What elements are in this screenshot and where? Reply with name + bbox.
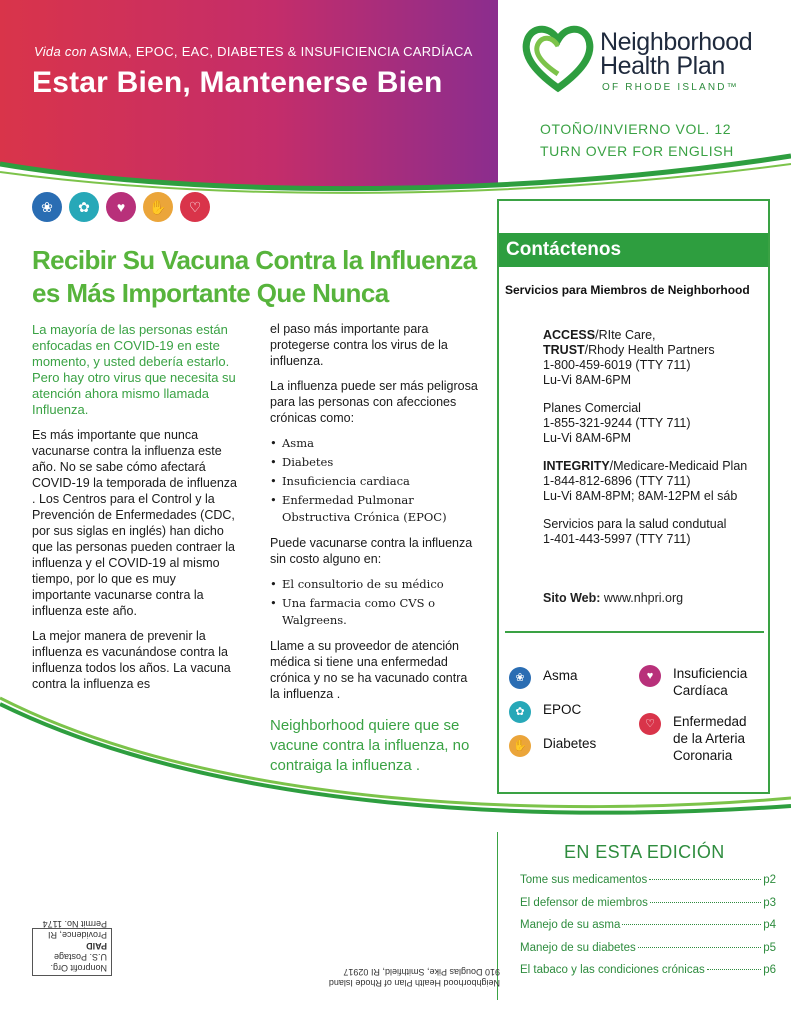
pull-quote: Neighborhood quiere que se vacune contra la influenza, no contraiga la influenza . [270,717,470,774]
behavioral-block [543,517,763,547]
heart-outline-icon: ♡ [180,192,210,222]
toc-leader [638,947,761,948]
toc-list [520,874,776,987]
toc-item[interactable] [520,874,776,897]
toc-item-page: p2 [763,874,776,886]
trust-label: TRUST [543,343,585,357]
commercial-hours: Lu-Vi 8AM-6PM [543,431,631,445]
access-hours: Lu-Vi 8AM-6PM [543,373,631,387]
toc-item-label: Manejo de su asma [520,919,621,931]
integrity-hours: Lu-Vi 8AM-8PM; 8AM-12PM el sáb [543,489,738,503]
contact-subtitle: Servicios para Miembros de Neighborhood [505,283,750,297]
toc-item-label: Manejo de su diabetes [520,941,636,954]
toc-leader [650,902,761,903]
logo-line-1: Neighborhood [600,28,753,56]
series-italic: Vida con [34,44,87,59]
toc-item-page: p3 [763,896,776,909]
toc-title: EN ESTA EDICIÓN [564,842,725,862]
list-item: • El consultorio de su médico [270,576,480,593]
turn-over-note: TURN OVER FOR ENGLISH [540,143,734,159]
list-item: • Asma [270,435,480,452]
toc-item-page: p4 [763,919,776,931]
behavioral-phone[interactable]: 1-401-443-5997 (TTY 711) [543,532,691,546]
article-paragraph-2: La mejor manera de prevenir la influenza es vacunándose contra la influenza todos los años. La vacuna contra la influenza es [32,629,231,691]
legend-item-diabetes [509,735,596,757]
legend-label: Enfermedad de la Arteria Coronaria [673,714,747,763]
contact-box [497,199,770,794]
list-item: • Una farmacia como CVS o Walgreens. [270,595,480,629]
heart-icon: ♥ [106,192,136,222]
copd-lungs-icon: ✿ [69,192,99,222]
toc-item[interactable] [520,942,776,965]
toc-item-label: El defensor de miembros [520,896,648,909]
condition-legend [509,661,764,781]
logo-heart-icon [520,22,596,94]
access-trust-block [543,328,763,388]
website-link[interactable]: www.nhpri.org [603,591,684,605]
article-paragraph-3: el paso más importante para protegerse contra los virus de la influenza. [270,322,448,368]
article-paragraph-5: Puede vacunarse contra la influenza sin costo alguno en: [270,536,473,566]
postal-line: PAID [86,941,107,951]
trust-plan: /Rhody Health Partners [584,343,715,357]
toc-item-page: p6 [763,964,776,976]
newsletter-title: Estar Bien, Mantenerse Bien [32,66,443,99]
contact-details [543,328,763,560]
postal-line: Permit No. 1174 [42,919,107,929]
list-item: • Diabetes [270,454,480,471]
article-paragraph-4: La influenza puede ser más peligrosa para las personas con afecciones crónicas como: [270,379,478,425]
article-column-1 [32,322,238,701]
series-conditions: ASMA, EPOC, EAC, DIABETES & INSUFICIENCIA CARDÍACA [89,44,473,59]
table-of-contents [497,832,777,1000]
return-address [300,966,500,988]
vaccine-places-list [270,576,480,629]
legend-item-epoc [509,701,581,723]
postage-indicia [32,919,112,976]
return-line: 910 Douglas Pike, Smithfield, RI 02917 [343,967,500,977]
article-paragraph-6: Llame a su proveedor de atención médica si tiene una enfermedad crónica y no se ha vacunado contra la influenza . [270,639,468,701]
postal-line: Providence, RI [47,930,107,940]
lungs-icon: ❀ [509,667,531,689]
copd-lungs-icon: ✿ [509,701,531,723]
chronic-conditions-list [270,435,480,526]
contact-divider [505,631,764,633]
integrity-label: INTEGRITY [543,459,610,473]
article-paragraph-1: Es más importante que nunca vacunarse contra la influenza este año. No se sabe cómo afectará COVID-19 la temporada de influenza . Los Centros para el Control y la Prevención de Enfermedades (CDC, por sus siglas en inglés) han dicho que las personas pueden contraer la influenza y el COVID-19 al mismo tiempo, por lo que es muy importante vacunarse contra la influenza este año. [32,428,237,618]
legend-item-asma [509,667,578,689]
legend-label: Insuficiencia Cardíaca [673,666,748,698]
heart-icon: ♥ [639,665,661,687]
integrity-block [543,459,763,504]
website-label: Sito Web: [543,591,601,605]
lungs-icon: ❀ [32,192,62,222]
list-item: • Insuficiencia cardiaca [270,473,480,490]
commercial-block [543,401,763,446]
legend-item-insuficiencia [639,665,764,699]
contact-heading: Contáctenos [499,233,768,267]
postal-line: Nonprofit Org. [50,963,107,973]
article-title: Recibir Su Vacuna Contra la Influenza es Más Importante Que Nunca [32,245,477,308]
toc-item-page: p5 [763,941,776,954]
access-phone[interactable]: 1-800-459-6019 (TTY 711) [543,358,691,372]
integrity-plan: /Medicare-Medicaid Plan [609,459,748,473]
toc-leader [707,969,761,970]
diabetes-hand-icon: ✋ [143,192,173,222]
website-line [543,591,683,605]
legend-item-arteria [639,713,764,764]
toc-item-label: El tabaco y las condiciones crónicas [520,964,705,976]
behavioral-title: Servicios para la salud condutual [543,517,727,531]
postal-line: U.S. Postage [53,952,107,962]
toc-item[interactable] [520,919,776,942]
legend-label: Asma [543,668,578,683]
legend-label: EPOC [543,702,582,717]
condition-icon-row [32,192,210,224]
logo-subtitle: OF RHODE ISLAND™ [602,82,739,93]
commercial-phone[interactable]: 1-855-321-9244 (TTY 711) [543,416,691,430]
nhpri-logo [520,22,770,102]
access-label: ACCESS [543,328,596,342]
series-line [34,44,473,59]
legend-label: Diabetes [543,736,597,751]
diabetes-hand-icon: ✋ [509,735,531,757]
edition-volume: OTOÑO/INVIERNO VOL. 12 [540,121,732,137]
heart-outline-icon: ♡ [639,713,661,735]
commercial-title: Planes Comercial [543,401,641,415]
integrity-phone[interactable]: 1-844-812-6896 (TTY 711) [543,474,691,488]
article-lead: La mayoría de las personas están enfocadas en COVID-19 en este momento, y usted debería estarlo. Pero hay otro virus que necesita su atención ahora mismo llamada Influenza. [32,322,236,417]
logo-line-2: Health Plan [600,52,725,80]
toc-leader [649,879,761,880]
toc-leader [622,924,761,925]
access-plan: /RIte Care, [595,328,656,342]
list-item: • Enfermedad Pulmonar Obstructiva Crónica (EPOC) [270,492,480,526]
toc-item[interactable] [520,897,776,920]
return-line: Neighborhood Health Plan of Rhode Island [328,978,500,988]
toc-item[interactable] [520,964,776,987]
toc-item-label: Tome sus medicamentos [520,874,648,886]
